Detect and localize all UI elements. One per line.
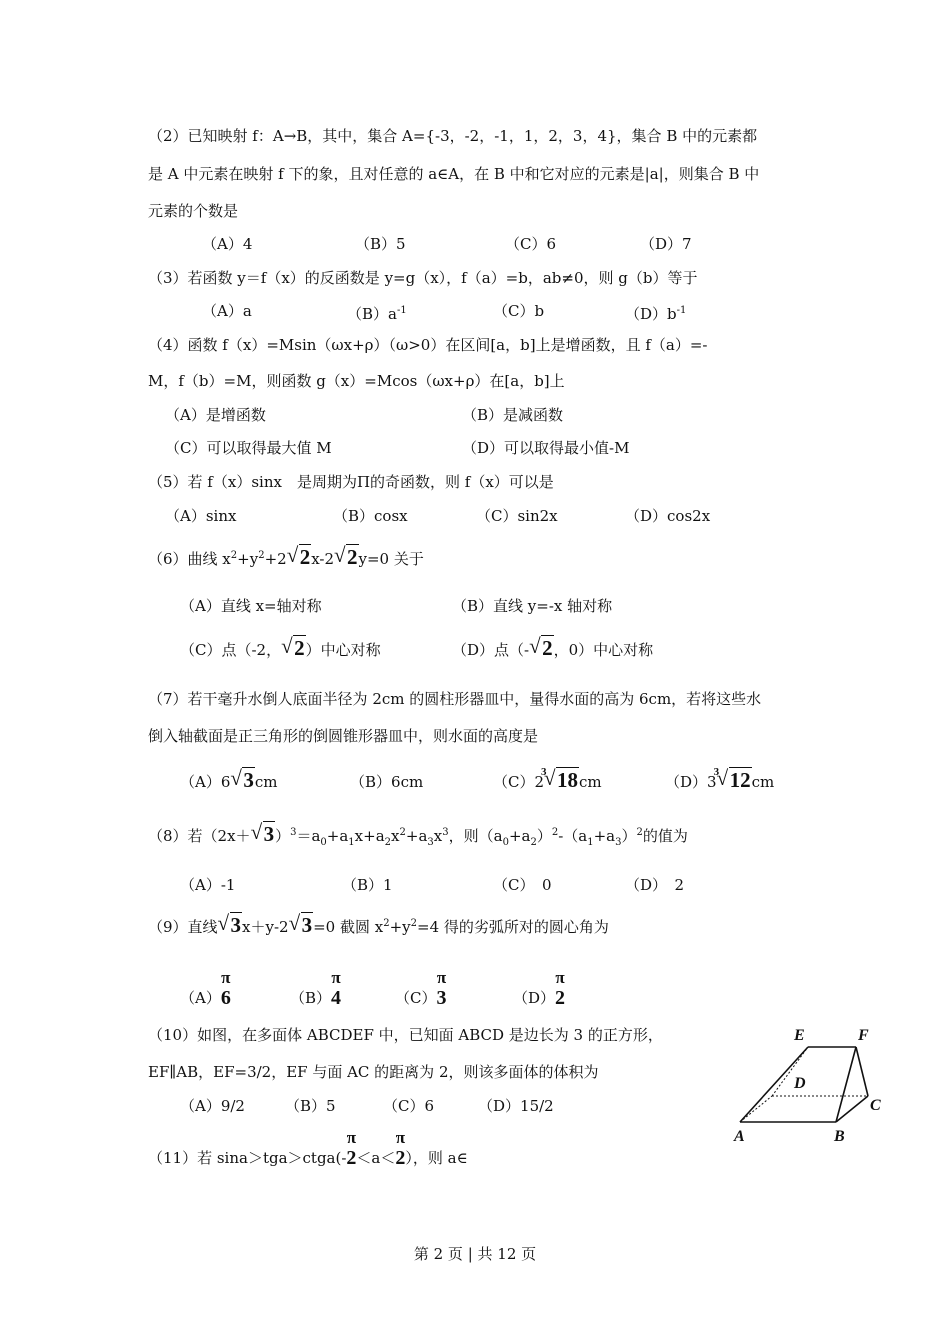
q3-option-d [625, 301, 686, 324]
fig-label-F: F [858, 1027, 869, 1044]
q10-option-a: （A）9/2 [180, 1097, 245, 1115]
q7-a-sqrt: √ 3 [230, 770, 255, 790]
q7-line1: （7）若干毫升水倒人底面半径为 2cm 的圆柱形器皿中，量得水面的高为 6cm，若将这些水 [148, 690, 762, 708]
q3-option-d-sup: -1 [676, 305, 687, 316]
q2-option-a: （A）4 [202, 235, 253, 253]
q8-option-d: （D） 2 [625, 876, 685, 894]
q8-stem: （8）若（2x＋√ $3)^3=a_0+a_1x+a_2x^2+a_3x^3$，则$(a_0+a_2)^2-(a_1+a_3)^2$的值为 [148, 823, 688, 853]
q6-option-a: （A）直线 x=轴对称 [180, 597, 322, 615]
q6-option-d: （D）点（-√ 2，0）中心对称 [452, 638, 653, 660]
q3-option-a: （A）a [202, 302, 252, 320]
q4-option-c: （C）可以取得最大值 M [165, 439, 332, 457]
q2-option-c: （C）6 [505, 235, 557, 253]
q2-option-d: （D）7 [640, 235, 692, 253]
fig-label-B: B [834, 1128, 845, 1145]
q6-stem-b: +y [237, 550, 259, 568]
q7-option-b: （B）6cm [350, 773, 424, 791]
fig-label-D: D [794, 1075, 806, 1092]
q2-option-b: （B）5 [355, 235, 406, 253]
q6-d-sqrt: √ 2 [529, 638, 554, 658]
q6-stem: （6）曲线 $x^2+y^2+2√$ 2x-2√ 2y=0 关于 [148, 546, 424, 569]
q9-option-a: （A） π 6 [180, 968, 231, 1009]
q9-option-c: （C） π 3 [395, 968, 447, 1009]
q3-option-b [347, 301, 407, 324]
q8-option-c: （C） 0 [493, 876, 552, 894]
fig-label-C: C [870, 1097, 881, 1114]
q4-line2: M，f（b）=M，则函数 g（x）=Mcos（ωx+ρ）在[a，b]上 [148, 372, 565, 390]
q9-stem: （9）直线√ 3x＋y-2√ 3=0 截圆 $x^2+y^2=4$ 得的劣弧所对的圆心角为 [148, 914, 609, 937]
q5-stem: （5）若 f（x）sinx 是周期为Π的奇函数，则 f（x）可以是 [148, 473, 554, 491]
q3-option-b-text: （B）a [347, 305, 397, 323]
q2-line2: 是 A 中元素在映射 f 下的象，且对任意的 a∈A，在 B 中和它对应的元素是|a|，则集合 B 中 [148, 165, 760, 183]
q6-stem-d: x-2 [311, 550, 335, 568]
q4-option-b: （B）是减函数 [462, 406, 564, 424]
q7-c-cuberoot: √ 3 18 [544, 770, 579, 790]
fig-label-E: E [794, 1027, 805, 1044]
q4-option-d: （D）可以取得最小值-M [462, 439, 630, 457]
q9-sqrt-b: √ 3 [289, 915, 314, 935]
q6-stem-a: （6）曲线 x [148, 550, 231, 568]
q8-option-b: （B）1 [342, 876, 393, 894]
q6-sqrt-2: √ 2 [287, 547, 312, 567]
q6-option-c: （C）点（-2，√ 2）中心对称 [180, 638, 381, 660]
q7-option-a: （A）6√ 3cm [180, 770, 278, 792]
page-footer: 第 2 页 | 共 12 页 [413, 1245, 537, 1263]
q10-option-c: （C）6 [383, 1097, 435, 1115]
q10-line1: （10）如图，在多面体 ABCDEF 中，已知面 ABCD 是边长为 3 的正方形， [148, 1026, 663, 1044]
q6-stem-e: y=0 关于 [358, 550, 424, 568]
q10-option-d: （D）15/2 [478, 1097, 554, 1115]
q4-option-a: （A）是增函数 [165, 406, 266, 424]
q2-line3: 元素的个数是 [148, 202, 239, 220]
q7-d-cuberoot: √ 3 12 [717, 770, 752, 790]
q8-sqrt: √ 3 [251, 824, 276, 844]
q3-stem: （3）若函数 y＝f（x）的反函数是 y=g（x），f（a）=b，ab≠0，则 g（b）等于 [148, 269, 698, 287]
polyhedron-figure [728, 1022, 888, 1147]
q7-option-d: （D）3 √ 3 12cm [665, 770, 774, 792]
q4-line1: （4）函数 f（x）=Msin（ωx+ρ）（ω>0）在区间[a，b]上是增函数，且 f（a）=- [148, 336, 708, 354]
q5-option-a: （A）sinx [165, 507, 237, 525]
fig-label-A: A [734, 1128, 745, 1145]
q11-stem: （11）若 sina＞tga＞ctga(- π 2 ＜a＜ π 2 ），则 a∈ [148, 1128, 468, 1169]
q6-c-sqrt: √ 2 [281, 638, 306, 658]
q6-option-b: （B）直线 y=-x 轴对称 [452, 597, 613, 615]
q9-option-b: （B） π 4 [290, 968, 342, 1009]
q2-line1: （2）已知映射 f：A→B，其中，集合 A={-3，-2，-1，1，2，3，4}，集合 B 中的元素都 [148, 127, 758, 145]
q10-option-b: （B）5 [285, 1097, 336, 1115]
q5-option-b: （B）cosx [333, 507, 408, 525]
q9-sqrt-a: √ 3 [218, 915, 243, 935]
q5-option-c: （C）sin2x [476, 507, 558, 525]
q5-option-d: （D）cos2x [625, 507, 711, 525]
q3-option-b-sup: -1 [396, 305, 407, 316]
q7-line2: 倒入轴截面是正三角形的倒圆锥形器皿中，则水面的高度是 [148, 727, 539, 745]
q3-option-d-text: （D）b [625, 305, 677, 323]
q9-option-d: （D） π 2 [513, 968, 566, 1009]
q8-option-a: （A）-1 [180, 876, 236, 894]
q7-option-c: （C）2 √ 3 18cm [493, 770, 602, 792]
q6-sqrt-2b: √ 2 [334, 547, 359, 567]
q6-stem-c: +2 [264, 550, 287, 568]
q3-option-c: （C）b [493, 302, 545, 320]
q10-line2: EF∥AB，EF=3/2，EF 与面 AC 的距离为 2，则该多面体的体积为 [148, 1063, 599, 1081]
